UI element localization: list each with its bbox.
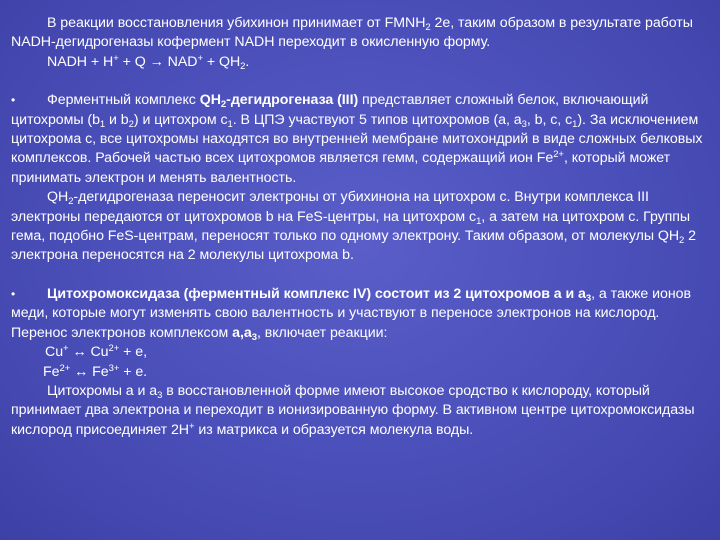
spacer <box>11 72 706 91</box>
text-run: в восстановленной форме имеют высокое сродство к кислороду, который принимает два электрона и переходит в ионизированную форму. В активном центре цитохромоксидазы кислород присоединяет 2Н <box>11 382 695 438</box>
equation-nadh-oxidation <box>11 53 706 72</box>
text-run: и b <box>105 111 129 128</box>
subscript: 3 <box>251 331 257 343</box>
superscript: 2+ <box>553 149 564 161</box>
subscript: 3 <box>521 118 527 130</box>
text-run: , а также ионов меди, которые могут изменять свою валентность и участвуют в переносе электронов на кислород. Перенос электронов комплексом <box>11 285 691 341</box>
subscript: 1 <box>476 215 482 227</box>
text-run: , b, c, c <box>526 111 573 128</box>
subscript: 1 <box>227 118 233 130</box>
text-run: , который может принимать электрон и менять валентность. <box>11 150 671 186</box>
subscript: 2 <box>240 60 246 72</box>
subscript: 1 <box>572 118 578 130</box>
subscript: 2 <box>68 196 74 208</box>
text-run: QH <box>47 189 69 206</box>
text-run: , включает реакции: <box>256 324 388 341</box>
superscript: + <box>188 420 195 432</box>
text-run: + QH <box>202 53 241 70</box>
text-run: ) и цитохром c <box>133 111 228 128</box>
text-run: Ферментный комплекс <box>47 92 200 109</box>
text-run: Цитохромы а и а <box>47 382 158 399</box>
superscript: + <box>63 343 69 355</box>
text-run: представляет сложный белок, включающий цитохромы (b <box>11 92 649 128</box>
text-run: В реакции восстановления убихинон принимает от FMNH <box>47 15 426 31</box>
bullet-icon: • <box>11 286 16 301</box>
text-run: из матрикса и образуется молекула воды. <box>194 421 474 438</box>
text-run: 2 электрона переносятся на 2 молекулы цитохрома b. <box>11 228 697 264</box>
subscript: 1 <box>99 118 106 130</box>
bold-text: Цитохромоксидаза (ферментный комплекс IV) состоит из 2 цитохромов а и а <box>47 285 586 302</box>
subscript: 3 <box>157 389 163 401</box>
text-run: ). За исключением цитохрома с, все цитохромы находятся во внутренней мембране митохондрий в виде сложных белковых комплексов. Рабочей частью всех цитохромов является гемм, содержащий ион Fe <box>11 111 703 167</box>
bullet-icon: • <box>11 93 16 108</box>
superscript: 2+ <box>59 362 71 374</box>
spacer <box>11 266 706 285</box>
superscript: + <box>113 52 119 64</box>
text-run: ↔ Cu <box>68 344 109 361</box>
text-run: . В ЦПЭ участвуют 5 типов цитохромов (a, a <box>232 111 522 128</box>
subscript: 2 <box>425 22 431 33</box>
paragraph-oxygen-affinity <box>11 382 706 440</box>
text-run: -дегидрогеназа переносит электроны от убихинона на цитохром с. Внутри комплекса III электроны передаются от цитохромов b на FeS-центры, на цитохром c <box>11 189 649 225</box>
bold-text: а,а <box>232 324 252 341</box>
text-run: + е, <box>119 344 148 361</box>
paragraph-electron-transfer <box>11 188 706 266</box>
superscript: 2+ <box>108 343 120 355</box>
equation-iron <box>11 363 706 382</box>
superscript: + <box>197 52 203 64</box>
paragraph-complex-iii <box>11 91 706 188</box>
text-run: 2е, таким образом в результате работы NADH-дегидрогеназы кофермент NADH переходит в окисленную форму. <box>11 15 693 51</box>
subscript: 3 <box>585 292 592 304</box>
bold-text: QH <box>199 92 221 109</box>
text-run: Fe <box>43 363 60 380</box>
subscript: 2 <box>128 118 134 130</box>
bold-text: -дегидрогеназа (III) <box>226 92 359 109</box>
subscript: 2 <box>679 235 685 247</box>
text-run: + Q → NAD <box>118 53 198 70</box>
text-run: NADH + H <box>47 53 114 70</box>
paragraph-cytochrome-oxidase <box>11 285 706 343</box>
text-run: ↔ Fe <box>70 363 109 380</box>
text-run: + е. <box>119 363 148 380</box>
superscript: 3+ <box>108 362 120 374</box>
text-run: , а затем на цитохром с. Группы гема, подобно FeS-центрам, переносят только по одному электрону. Таким образом, от молекулы QH <box>11 208 691 245</box>
text-run: . <box>245 53 250 70</box>
text-run: Cu <box>45 344 64 361</box>
paragraph-ubiquinone-reduction <box>11 14 706 53</box>
equation-copper <box>11 343 706 362</box>
subscript: 2 <box>220 99 227 111</box>
